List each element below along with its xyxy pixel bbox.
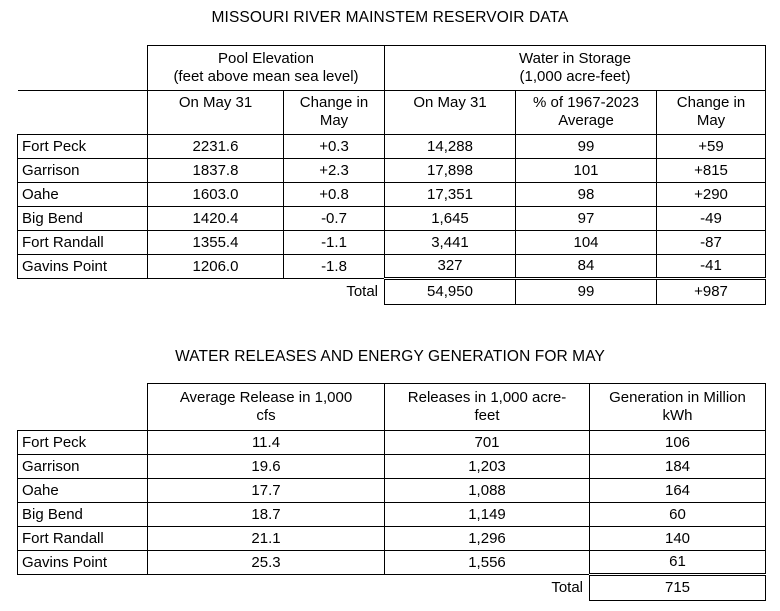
total-label: Total bbox=[551, 578, 583, 596]
reservoir-name: Fort Randall bbox=[18, 231, 148, 255]
elevation-on-date-header: On May 31 bbox=[148, 91, 284, 135]
storage-change-value: +290 bbox=[657, 183, 766, 207]
average-release-value: 18.7 bbox=[148, 503, 385, 527]
elevation-value: 1837.8 bbox=[148, 159, 284, 183]
storage-change-value: -41 bbox=[657, 255, 766, 279]
elevation-value: 1603.0 bbox=[148, 183, 284, 207]
storage-on-date-header: On May 31 bbox=[385, 91, 516, 135]
elevation-value: 1355.4 bbox=[148, 231, 284, 255]
percent-average-value: 99 bbox=[516, 135, 657, 159]
releases-value: 701 bbox=[385, 431, 590, 455]
generation-value: 106 bbox=[590, 431, 766, 455]
table-row bbox=[18, 183, 766, 207]
generation-value: 164 bbox=[590, 479, 766, 503]
storage-value: 17,351 bbox=[385, 183, 516, 207]
releases-table-title: WATER RELEASES AND ENERGY GENERATION FOR MAY bbox=[175, 348, 605, 365]
average-release-value: 17.7 bbox=[148, 479, 385, 503]
generation-header: Generation in Million kWh bbox=[590, 384, 766, 431]
reservoir-name: Fort Randall bbox=[18, 527, 148, 551]
storage-change-value: +59 bbox=[657, 135, 766, 159]
pool-elevation-header: Pool Elevation (feet above mean sea level) bbox=[148, 46, 385, 91]
reservoir-name: Gavins Point bbox=[18, 255, 148, 279]
reservoir-name: Fort Peck bbox=[18, 135, 148, 159]
total-storage-change-value: +987 bbox=[657, 279, 766, 305]
elevation-change-value: +2.3 bbox=[284, 159, 385, 183]
percent-average-value: 104 bbox=[516, 231, 657, 255]
percent-average-header: % of 1967-2023 Average bbox=[516, 91, 657, 135]
percent-average-value: 101 bbox=[516, 159, 657, 183]
elevation-change-value: -1.8 bbox=[284, 255, 385, 279]
storage-value: 1,645 bbox=[385, 207, 516, 231]
table-row bbox=[18, 527, 766, 551]
total-generation-value: 715 bbox=[590, 575, 766, 601]
reservoir-column-header-row bbox=[18, 91, 766, 135]
table-row bbox=[18, 503, 766, 527]
releases-data-table bbox=[17, 383, 766, 601]
table-row bbox=[18, 479, 766, 503]
elevation-change-value: -1.1 bbox=[284, 231, 385, 255]
average-release-value: 25.3 bbox=[148, 551, 385, 575]
reservoir-table-title: MISSOURI RIVER MAINSTEM RESERVOIR DATA bbox=[211, 9, 569, 26]
releases-value: 1,203 bbox=[385, 455, 590, 479]
average-release-value: 21.1 bbox=[148, 527, 385, 551]
releases-value: 1,296 bbox=[385, 527, 590, 551]
table-row bbox=[18, 455, 766, 479]
reservoir-name: Fort Peck bbox=[18, 431, 148, 455]
releases-acre-feet-header: Releases in 1,000 acre- feet bbox=[385, 384, 590, 431]
table-row bbox=[18, 551, 766, 575]
total-storage-value: 54,950 bbox=[385, 279, 516, 305]
generation-value: 61 bbox=[590, 551, 766, 575]
elevation-value: 2231.6 bbox=[148, 135, 284, 159]
reservoir-data-table bbox=[17, 45, 766, 305]
storage-value: 3,441 bbox=[385, 231, 516, 255]
elevation-change-value: -0.7 bbox=[284, 207, 385, 231]
table-row bbox=[18, 255, 766, 279]
storage-value: 14,288 bbox=[385, 135, 516, 159]
table-row bbox=[18, 431, 766, 455]
elevation-value: 1420.4 bbox=[148, 207, 284, 231]
reservoir-name: Garrison bbox=[18, 455, 148, 479]
elevation-value: 1206.0 bbox=[148, 255, 284, 279]
releases-value: 1,088 bbox=[385, 479, 590, 503]
storage-value: 327 bbox=[385, 255, 516, 279]
storage-change-value: -49 bbox=[657, 207, 766, 231]
reservoir-group-header-row bbox=[18, 46, 766, 91]
table-row bbox=[18, 159, 766, 183]
water-storage-header: Water in Storage (1,000 acre-feet) bbox=[385, 46, 766, 91]
percent-average-value: 97 bbox=[516, 207, 657, 231]
reservoir-name: Big Bend bbox=[18, 207, 148, 231]
storage-value: 17,898 bbox=[385, 159, 516, 183]
total-row bbox=[18, 575, 766, 601]
table-row bbox=[18, 207, 766, 231]
generation-value: 140 bbox=[590, 527, 766, 551]
table-row bbox=[18, 231, 766, 255]
percent-average-value: 84 bbox=[516, 255, 657, 279]
reservoir-name: Big Bend bbox=[18, 503, 148, 527]
generation-value: 184 bbox=[590, 455, 766, 479]
total-row bbox=[18, 279, 766, 305]
generation-value: 60 bbox=[590, 503, 766, 527]
storage-change-header: Change in May bbox=[657, 91, 766, 135]
releases-value: 1,556 bbox=[385, 551, 590, 575]
total-label: Total bbox=[346, 282, 378, 300]
elevation-change-value: +0.8 bbox=[284, 183, 385, 207]
percent-average-value: 98 bbox=[516, 183, 657, 207]
average-release-value: 11.4 bbox=[148, 431, 385, 455]
reservoir-name: Gavins Point bbox=[18, 551, 148, 575]
storage-change-value: -87 bbox=[657, 231, 766, 255]
releases-value: 1,149 bbox=[385, 503, 590, 527]
reservoir-name: Oahe bbox=[18, 183, 148, 207]
average-release-value: 19.6 bbox=[148, 455, 385, 479]
reservoir-name: Oahe bbox=[18, 479, 148, 503]
reservoir-name: Garrison bbox=[18, 159, 148, 183]
elevation-change-value: +0.3 bbox=[284, 135, 385, 159]
storage-change-value: +815 bbox=[657, 159, 766, 183]
elevation-change-header: Change in May bbox=[284, 91, 385, 135]
total-percent-value: 99 bbox=[516, 279, 657, 305]
releases-column-header-row bbox=[18, 384, 766, 431]
table-row bbox=[18, 135, 766, 159]
average-release-header: Average Release in 1,000 cfs bbox=[148, 384, 385, 431]
